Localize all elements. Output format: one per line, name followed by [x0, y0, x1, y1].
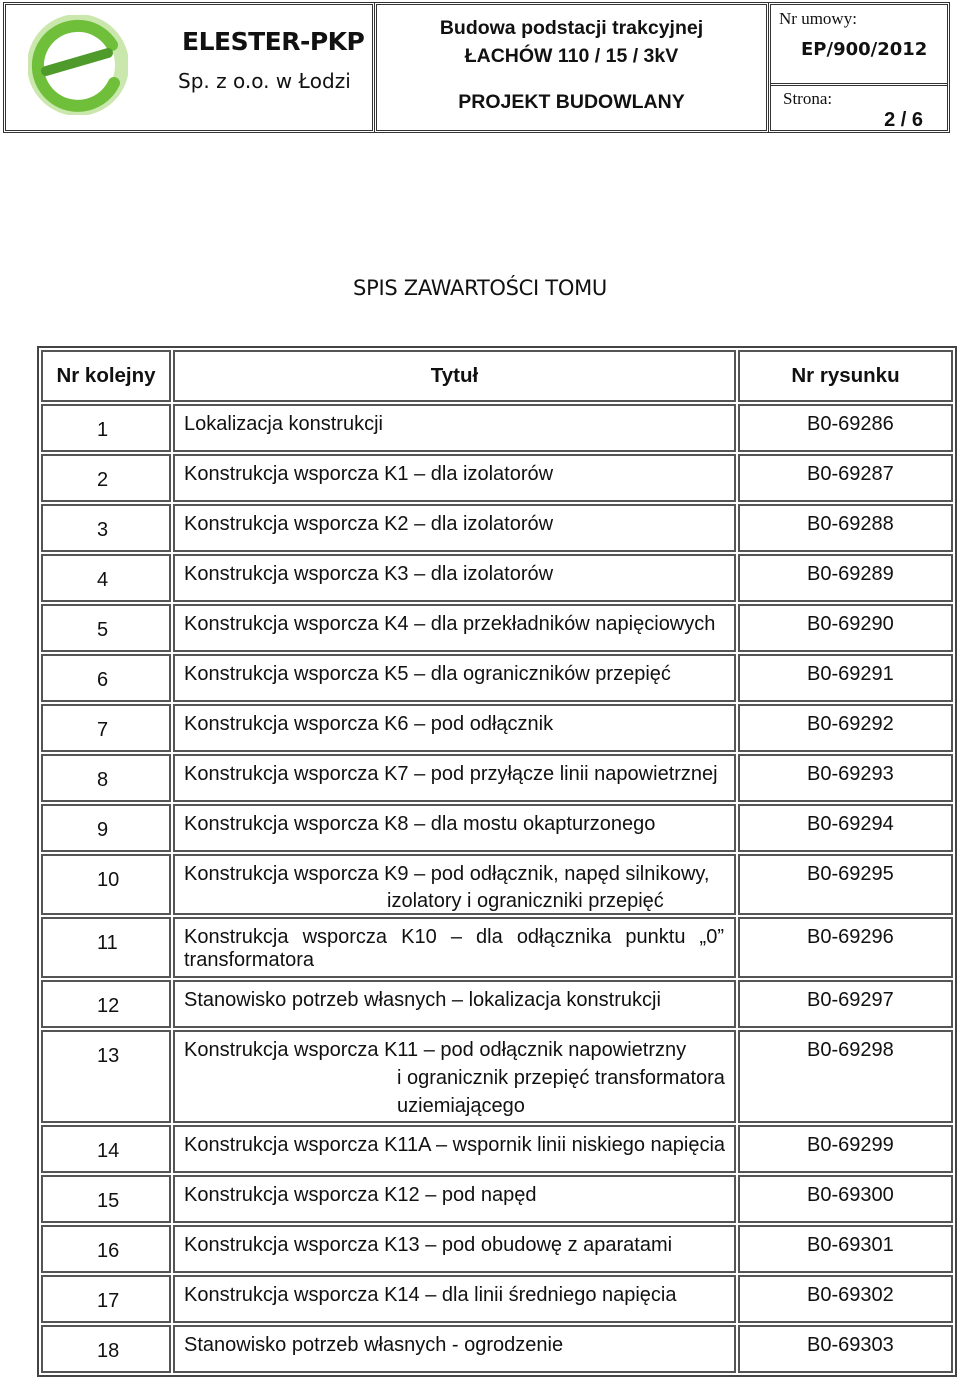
- header-company-cell: [3, 2, 375, 133]
- company-city: Sp. z o.o. w Łodzi: [178, 69, 351, 93]
- row-number: 11: [41, 917, 171, 978]
- page-title: SPIS ZAWARTOŚCI TOMU: [353, 276, 607, 300]
- table-row: [41, 917, 953, 978]
- row-drawing-number: B0-69303: [738, 1325, 953, 1373]
- row-drawing-number: B0-69302: [738, 1275, 953, 1323]
- row-number: 2: [41, 454, 171, 502]
- row-title: Konstrukcja wsporcza K5 – dla ograniczników przepięć: [173, 654, 736, 702]
- row-title-line: izolatory i ograniczniki przepięć: [387, 890, 664, 912]
- row-title: Stanowisko potrzeb własnych – lokalizacja konstrukcji: [173, 980, 736, 1028]
- row-title: Stanowisko potrzeb własnych - ogrodzenie: [173, 1325, 736, 1373]
- row-drawing-number: B0-69300: [738, 1175, 953, 1223]
- table-row: [41, 1030, 953, 1123]
- row-number: 7: [41, 704, 171, 752]
- meta-divider: [771, 83, 947, 86]
- row-title: [173, 917, 736, 978]
- header-meta-cell: [768, 2, 950, 133]
- row-title-line: Konstrukcja wsporcza K11 – pod odłącznik napowietrzny: [184, 1039, 687, 1061]
- row-number: 9: [41, 804, 171, 852]
- table-row: [41, 1125, 953, 1173]
- row-title: Konstrukcja wsporcza K2 – dla izolatorów: [173, 504, 736, 552]
- row-number: 15: [41, 1175, 171, 1223]
- row-number: 14: [41, 1125, 171, 1173]
- project-location: ŁACHÓW 110 / 15 / 3kV: [464, 45, 679, 67]
- row-drawing-number: B0-69294: [738, 804, 953, 852]
- row-title: Konstrukcja wsporcza K7 – pod przyłącze linii napowietrznej: [173, 754, 736, 802]
- row-number: 4: [41, 554, 171, 602]
- row-drawing-number: B0-69297: [738, 980, 953, 1028]
- row-title-line: Konstrukcja wsporcza K10 – dla odłącznika punktu „0”: [184, 926, 724, 948]
- row-number: 3: [41, 504, 171, 552]
- row-title: Konstrukcja wsporcza K3 – dla izolatorów: [173, 554, 736, 602]
- row-title: [173, 1030, 736, 1123]
- row-drawing-number: B0-69287: [738, 454, 953, 502]
- row-drawing-number: B0-69293: [738, 754, 953, 802]
- row-number: 1: [41, 404, 171, 452]
- row-number: 18: [41, 1325, 171, 1373]
- column-header-title: Tytuł: [173, 350, 736, 402]
- row-drawing-number: B0-69301: [738, 1225, 953, 1273]
- table-row: [41, 1175, 953, 1223]
- row-title: Konstrukcja wsporcza K12 – pod napęd: [173, 1175, 736, 1223]
- row-number: 6: [41, 654, 171, 702]
- row-drawing-number: B0-69291: [738, 654, 953, 702]
- project-name: Budowa podstacji trakcyjnej: [439, 17, 704, 39]
- contract-label: Nr umowy:: [779, 9, 857, 28]
- row-drawing-number: B0-69298: [738, 1030, 953, 1123]
- table-row: [41, 504, 953, 552]
- column-header-drawing: Nr rysunku: [738, 350, 953, 402]
- table-row: [41, 804, 953, 852]
- table-row: [41, 854, 953, 915]
- row-number: 12: [41, 980, 171, 1028]
- row-drawing-number: B0-69286: [738, 404, 953, 452]
- header-project-cell: [374, 2, 769, 133]
- table-row: [41, 554, 953, 602]
- page-number: 2 / 6: [884, 109, 923, 131]
- contents-table: [37, 346, 957, 1377]
- table-row: [41, 980, 953, 1028]
- row-drawing-number: B0-69292: [738, 704, 953, 752]
- row-title-line: Konstrukcja wsporcza K9 – pod odłącznik, napęd silnikowy,: [184, 863, 710, 885]
- row-title: Konstrukcja wsporcza K8 – dla mostu okapturzonego: [173, 804, 736, 852]
- table-row: [41, 454, 953, 502]
- row-title: Konstrukcja wsporcza K11A – wspornik linii niskiego napięcia: [173, 1125, 736, 1173]
- row-number: 17: [41, 1275, 171, 1323]
- row-drawing-number: B0-69290: [738, 604, 953, 652]
- row-drawing-number: B0-69295: [738, 854, 953, 915]
- table-row: [41, 654, 953, 702]
- table-row: [41, 754, 953, 802]
- column-header-number: Nr kolejny: [41, 350, 171, 402]
- row-title-line: uziemiającego: [397, 1095, 525, 1117]
- company-logo-icon: [28, 15, 128, 115]
- table-row: [41, 1325, 953, 1373]
- row-drawing-number: B0-69289: [738, 554, 953, 602]
- company-name: ELESTER-PKP: [182, 27, 365, 56]
- row-drawing-number: B0-69296: [738, 917, 953, 978]
- row-drawing-number: B0-69288: [738, 504, 953, 552]
- contract-number: EP/900/2012: [801, 39, 928, 60]
- row-number: 8: [41, 754, 171, 802]
- table-header-row: [41, 350, 953, 402]
- table-row: [41, 1225, 953, 1273]
- row-number: 5: [41, 604, 171, 652]
- table-row: [41, 604, 953, 652]
- row-number: 16: [41, 1225, 171, 1273]
- row-title: Konstrukcja wsporcza K4 – dla przekładników napięciowych: [173, 604, 736, 652]
- row-title: Konstrukcja wsporcza K6 – pod odłącznik: [173, 704, 736, 752]
- row-drawing-number: B0-69299: [738, 1125, 953, 1173]
- table-row: [41, 404, 953, 452]
- table-row: [41, 1275, 953, 1323]
- row-number: 10: [41, 854, 171, 915]
- row-title: Konstrukcja wsporcza K14 – dla linii średniego napięcia: [173, 1275, 736, 1323]
- row-title-line: transformatora: [184, 949, 315, 971]
- row-title: Konstrukcja wsporcza K1 – dla izolatorów: [173, 454, 736, 502]
- table-row: [41, 704, 953, 752]
- row-title: Konstrukcja wsporcza K13 – pod obudowę z aparatami: [173, 1225, 736, 1273]
- page-label: Strona:: [783, 89, 833, 108]
- row-number: 13: [41, 1030, 171, 1123]
- row-title: [173, 854, 736, 915]
- project-type: PROJEKT BUDOWLANY: [458, 91, 685, 113]
- row-title-line: i ogranicznik przepięć transformatora: [397, 1067, 725, 1089]
- row-title: Lokalizacja konstrukcji: [173, 404, 736, 452]
